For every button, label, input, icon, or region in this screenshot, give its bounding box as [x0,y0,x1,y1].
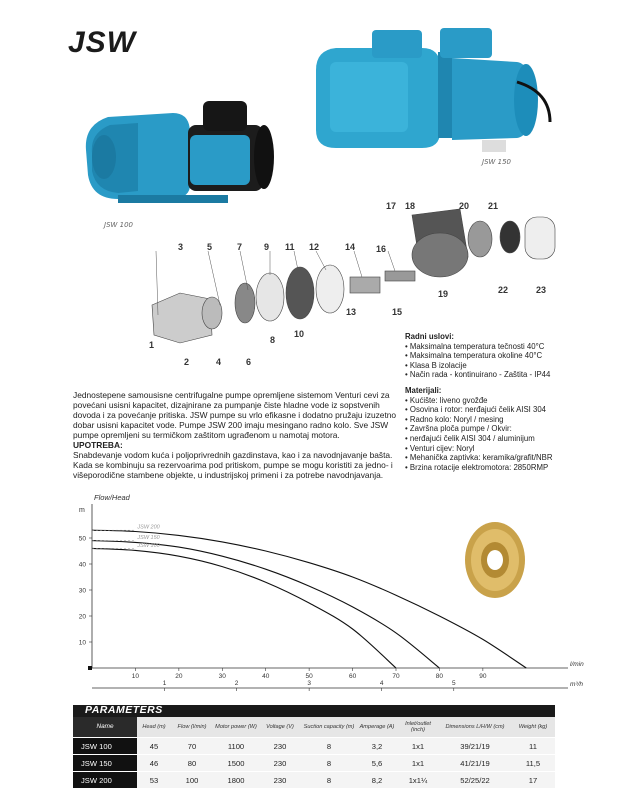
table-cell: 8 [301,755,357,772]
table-cell: 70 [171,738,213,755]
table-cell: 1100 [213,738,259,755]
series-line-jsw-150 [92,541,439,668]
table-cell: 3,2 [357,738,397,755]
part-num-9: 9 [264,242,270,252]
condition-item: • Maksimalna temperatura okoline 40°C [405,351,615,361]
part-num-18: 18 [405,201,416,211]
pump-jsw150-photo [312,22,552,157]
part-num-22: 22 [498,285,509,295]
y-tick-label: 10 [78,639,86,647]
table-cell: 1x1 [397,755,439,772]
series-label-jsw-100: JSW 100 [137,542,160,549]
origin-marker [88,666,92,670]
material-item: • Radno kolo: Noryl / mesing [405,415,615,425]
col-header: Inlet/outlet (inch) [397,717,439,738]
material-item: • Venturi cijev: Noryl [405,444,615,454]
table-cell: 39/21/19 [439,738,511,755]
x2-tick-label: 1 [162,680,167,687]
x2-tick-label: 3 [307,680,311,687]
condition-item: • Klasa B izolacije [405,361,615,371]
table-cell: 52/25/22 [439,772,511,788]
parameters-title: PARAMETERS [85,704,163,716]
materials-list [405,396,615,473]
part-num-7: 7 [237,242,243,252]
series-label-jsw-200: JSW 200 [137,524,160,531]
pump-jsw100-caption: JSW 100 [104,221,134,229]
table-row [73,772,555,788]
x2-tick-label: 2 [234,680,239,687]
part-num-21: 21 [488,201,499,211]
part-num-20: 20 [459,201,470,211]
table-row [73,755,555,772]
part-num-1: 1 [149,340,155,350]
table-cell: 230 [259,738,301,755]
parameters-header-row [73,717,555,738]
table-cell: 80 [171,755,213,772]
page-title: JSW [68,26,137,59]
flow-head-chart [70,490,629,705]
table-cell: 1x1 [397,738,439,755]
x-tick-label: 60 [348,673,357,680]
col-header: Dimensions L/H/W (cm) [439,717,511,738]
material-item: • Brzina rotacije elektromotora: 2850RMP [405,463,615,473]
col-header: Amperage (A) [357,717,397,738]
part-num-13: 13 [346,307,357,317]
table-cell: 230 [259,772,301,788]
table-cell: 100 [171,772,213,788]
y-tick-label: 40 [78,561,86,569]
table-cell: 17 [511,772,555,788]
part-num-19: 19 [438,289,449,299]
part-num-15: 15 [392,307,403,317]
part-num-12: 12 [309,242,320,252]
condition-item: • Maksimalna temperatura tečnosti 40°C [405,342,615,352]
specs-block [405,332,615,478]
part-num-4: 4 [216,357,222,367]
table-cell: JSW 100 [73,738,137,755]
chart-title: Flow/Head [94,493,130,502]
part-num-17: 17 [386,201,397,211]
part-num-3: 3 [178,242,184,252]
material-item: • Kućište: liveno gvožđe [405,396,615,406]
table-cell: 1500 [213,755,259,772]
col-header: Weight (kg) [511,717,555,738]
part-num-16: 16 [376,244,387,254]
x-tick-label: 80 [435,673,444,680]
table-cell: 8,2 [357,772,397,788]
part-num-8: 8 [270,335,276,345]
x2-tick-label: 5 [451,680,456,687]
part-num-23: 23 [536,285,547,295]
table-cell: 46 [137,755,171,772]
conditions-list [405,342,615,380]
materials-heading: Materijali: [405,385,442,395]
col-header: Voltage (V) [259,717,301,738]
material-item: • Mehanička zaptivka: keramika/grafit/NBR [405,453,615,463]
x-tick-label: 20 [175,673,183,680]
part-num-6: 6 [246,357,252,367]
x2-axis-label: m³/h [570,681,583,688]
col-header: Name [73,717,137,738]
part-num-2: 2 [184,357,190,367]
part-num-5: 5 [207,242,213,252]
x-axis-label: l/min [570,661,584,668]
table-cell: 1x1¼ [397,772,439,788]
description-block [73,390,403,480]
x-tick-label: 50 [305,673,313,680]
table-cell: 11 [511,738,555,755]
table-cell: 5,6 [357,755,397,772]
table-cell: JSW 150 [73,755,137,772]
x2-tick-label: 4 [379,680,384,687]
series-line-jsw-100 [92,548,396,668]
description-intro: Jednostepene samousisne centrifugalne pumpe opremljene sistemom Venturi cevi za povećani usisni kapacitet, dizajnirane za pumpanje čiste hladne vode iz sopstvenih dovoda i za povećanje pritiska. JSW pumpe su vrlo efikasne i dodatno pružaju izuzetno dobar usisni kapacitet vode. Pumpe JSW 200 imaju mesingano radno kolo. Sve JSW pumpe opremljeni su termičkom zaštitom ugrađenom u namotaj motora. [73,390,397,440]
material-item: • Završna ploča pumpe / Okvir: [405,424,615,434]
table-cell: 1800 [213,772,259,788]
table-cell: 53 [137,772,171,788]
brass-impeller-photo [462,520,528,600]
part-num-11: 11 [285,242,295,252]
table-cell: 8 [301,772,357,788]
y-axis-label: m [79,507,85,514]
usage-heading: UPOTREBA: [73,440,123,450]
y-tick-label: 50 [78,535,86,543]
table-cell: JSW 200 [73,772,137,788]
col-header: Head (m) [137,717,171,738]
x-tick-label: 90 [479,673,487,680]
table-row [73,738,555,755]
pump-jsw150-caption: JSW 150 [482,158,512,166]
table-cell: 230 [259,755,301,772]
x-tick-label: 10 [131,673,140,680]
table-cell: 8 [301,738,357,755]
material-item: • Osovina i rotor: nerđajući čelik AISI 304 [405,405,615,415]
col-header: Flow (l/min) [171,717,213,738]
part-num-10: 10 [294,329,305,339]
x-tick-label: 40 [262,673,270,680]
x-tick-label: 30 [218,673,226,680]
part-num-14: 14 [345,242,356,252]
table-cell: 41/21/19 [439,755,511,772]
usage-text: Snabdevanje vodom kuća i poljoprivrednih gazdinstava, kao i za navodnjavanje bašta. Kada se kombinuju sa rezervoarima pod pritiskom, pumpe se mogu koristiti za jedno- i višeporodične stambene objekte, u industrijskoj primeni i za potrebe navodnjavanja. [73,450,393,480]
condition-item: • Način rada - kontinuirano - Zaštita - IP44 [405,370,615,380]
table-cell: 45 [137,738,171,755]
col-header: Motor power (W) [213,717,259,738]
y-tick-label: 30 [78,587,86,595]
col-header: Suction capacity (m) [301,717,357,738]
x-tick-label: 70 [392,673,400,680]
table-cell: 11,5 [511,755,555,772]
series-label-jsw-150: JSW 150 [137,535,160,542]
material-item: • nerđajući čelik AISI 304 / aluminijum [405,434,615,444]
conditions-heading: Radni uslovi: [405,332,454,341]
parameters-table [73,717,555,788]
y-tick-label: 20 [78,613,86,621]
